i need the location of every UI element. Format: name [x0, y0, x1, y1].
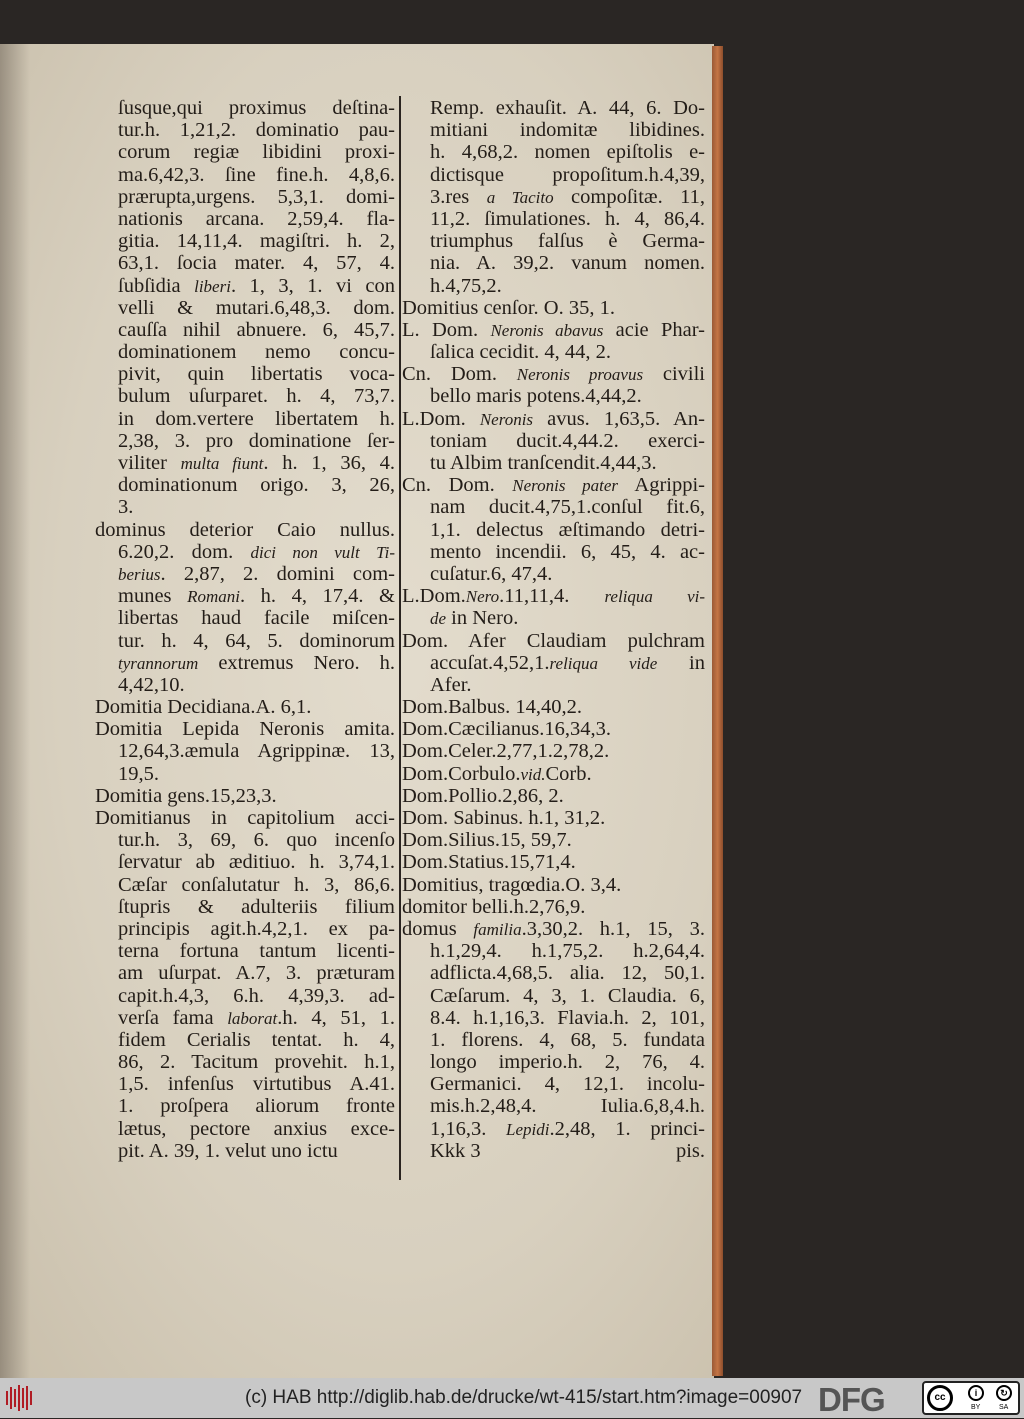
text-segment: Agrippi-: [618, 474, 705, 497]
text-segment: avus. 1,63,5. An-: [533, 407, 706, 430]
text-segment: 3.res: [430, 185, 487, 208]
text-segment: ſervatur ab æditiuo. h. 3,74,1.: [118, 851, 395, 874]
italic-text: vid.: [520, 764, 546, 784]
index-entry-headline: [398, 785, 705, 807]
italic-text: berius: [118, 564, 161, 584]
index-entry-line: [95, 1073, 395, 1095]
index-entry-line: [398, 275, 705, 297]
by-label: BY: [971, 1404, 981, 1411]
index-entry-line: [398, 940, 705, 962]
viewer-footer: [0, 1378, 1024, 1418]
text-segment: pivit, quin libertatis voca-: [118, 363, 395, 386]
index-entry-headline: [95, 718, 395, 740]
index-entry-line: [398, 1051, 705, 1073]
text-segment: acie Phar-: [603, 318, 705, 341]
index-entry-line: [95, 275, 395, 297]
text-segment: . h. 4, 17,4. &: [239, 585, 395, 608]
index-entry-line: [95, 1118, 395, 1140]
text-segment: Dom.Corbulo.: [402, 762, 521, 785]
text-segment: Domitia Decidiana.A. 6,1.: [95, 696, 312, 719]
index-entry-line: [398, 985, 705, 1007]
hab-logo-icon[interactable]: [6, 1384, 32, 1412]
index-entry-line: [398, 186, 705, 208]
text-segment: Domitia gens.15,23,3.: [95, 784, 277, 807]
index-entry-line: [95, 252, 395, 274]
text-segment: in dom.vertere libertatem h.: [118, 407, 395, 430]
index-entry-line: [95, 829, 395, 851]
signature-line: [398, 1140, 705, 1162]
text-segment: principis agit.h.4,2,1. ex pa-: [118, 917, 395, 940]
index-entry-line: [95, 630, 395, 652]
text-segment: L.Dom.: [402, 407, 480, 430]
text-segment: lætus, pectore anxius exce-: [118, 1117, 395, 1140]
index-entry-line: [95, 541, 395, 563]
text-segment: 63,1. ſocia mater. 4, 57, 4.: [118, 252, 395, 275]
text-segment: L.Dom.: [402, 585, 466, 608]
text-segment: Dom.Cæcilianus.16,34,3.: [402, 718, 611, 741]
index-entry-headline: [95, 807, 395, 829]
index-column-right: [398, 97, 705, 1162]
index-entry-line: [95, 363, 395, 385]
italic-text: reliqua vide: [549, 653, 658, 673]
index-entry-line: [398, 97, 705, 119]
index-entry-line: [398, 141, 705, 163]
index-entry-line: [95, 962, 395, 984]
text-segment: .3,30,2. h.1, 15, 3.: [521, 917, 705, 940]
index-entry-headline: [398, 297, 705, 319]
index-entry-line: [398, 452, 705, 474]
text-segment: nia. A. 39,2. vanum nomen.: [430, 252, 705, 275]
text-segment: cuſatur.6, 47,4.: [430, 562, 553, 585]
text-segment: Dom.Celer.2,77,1.2,78,2.: [402, 740, 610, 763]
text-segment: gitia. 14,11,4. magiſtri. h. 2,: [118, 230, 395, 253]
text-segment: fidem Cerialis tentat. h. 4,: [118, 1028, 395, 1051]
italic-text: reliqua vi-: [604, 587, 706, 607]
italic-text: tyrannorum: [118, 653, 199, 673]
text-segment: 6.20,2. dom.: [118, 540, 251, 563]
page-gutter-shadow: [0, 44, 30, 1378]
italic-text: familia: [473, 919, 522, 939]
text-segment: Remp. exhauſit. A. 44, 6. Do-: [430, 97, 705, 119]
dfg-logo[interactable]: DFG: [818, 1381, 885, 1418]
index-entry-line: [95, 563, 395, 585]
index-entry-line: [398, 252, 705, 274]
index-entry-headline: [398, 807, 705, 829]
italic-text: a Tacito: [486, 187, 554, 207]
index-entry-headline: [398, 474, 705, 496]
text-segment: Domitius cenſor. O. 35, 1.: [402, 296, 615, 319]
text-segment: nationis arcana. 2,59,4. fla-: [118, 207, 395, 230]
text-segment: dominationem nemo concu-: [118, 341, 395, 364]
text-segment: .11,11,4.: [499, 585, 605, 608]
index-entry-line: [95, 496, 395, 518]
text-segment: libertas haud facile miſcen-: [118, 607, 395, 630]
index-entry-line: [95, 763, 395, 785]
index-entry-line: [398, 496, 705, 518]
index-entry-headline: [95, 696, 395, 718]
text-segment: Dom.Pollio.2,86, 2.: [402, 784, 564, 807]
text-segment: mitiani indomitæ libidines.: [430, 119, 705, 142]
index-entry-headline: [398, 829, 705, 851]
index-entry-headline: [398, 585, 705, 607]
text-segment: Dom. Afer Claudiam pulchram: [402, 629, 705, 652]
index-entry-headline: [398, 851, 705, 873]
index-entry-line: [95, 652, 395, 674]
text-segment: 1,5. infenſus virtutibus A.41.: [118, 1073, 395, 1096]
page-edge: [712, 46, 723, 1376]
text-segment: 11,2. ſimulationes. h. 4, 86,4.: [430, 207, 705, 230]
index-entry-headline: [398, 740, 705, 762]
text-segment: Domitius, tragœdia.O. 3,4.: [402, 873, 622, 896]
index-entry-headline: [398, 896, 705, 918]
index-entry-line: [95, 474, 395, 496]
index-entry-line: [95, 119, 395, 141]
italic-text: multa fiunt: [180, 454, 264, 473]
index-entry-line: [398, 341, 705, 363]
index-entry-line: [398, 1073, 705, 1095]
text-segment: in Nero.: [446, 607, 519, 630]
text-segment: 2,38, 3. pro dominatione ſer-: [118, 429, 395, 452]
text-segment: Dom.Balbus. 14,40,2.: [402, 696, 582, 719]
text-segment: 12,64,3.æmula Agrippinæ. 13,: [118, 740, 395, 763]
text-segment: Domitianus in capitolium acci-: [95, 807, 395, 829]
index-entry-line: [398, 674, 705, 696]
index-entry-line: [398, 541, 705, 563]
index-entry-line: [95, 940, 395, 962]
by-icon: i: [968, 1385, 984, 1401]
index-entry-headline: [95, 519, 395, 541]
index-entry-line: [95, 97, 395, 119]
index-entry-line: [95, 297, 395, 319]
italic-text: dici non vult Ti-: [250, 542, 395, 562]
text-segment: capit.h.4,3, 6.h. 4,39,3. ad-: [118, 984, 395, 1007]
text-segment: Cn. Dom.: [402, 363, 517, 386]
italic-text: de: [430, 609, 447, 629]
text-segment: tur.h. 1,21,2. dominatio pau-: [118, 119, 395, 142]
italic-text: Neronis pater: [512, 476, 618, 496]
text-segment: tu Albim tranſcendit.4,44,3.: [430, 452, 657, 474]
text-segment: nam ducit.4,75,1.conſul fit.6,: [430, 496, 705, 519]
italic-text: Romani: [187, 587, 240, 607]
text-segment: . 2,87, 2. domini com-: [160, 562, 395, 585]
index-entry-line: [398, 230, 705, 252]
text-segment: tur.h. 3, 69, 6. quo incenſo: [118, 829, 395, 852]
text-segment: h. 4,68,2. nomen epiſtolis e-: [430, 141, 705, 164]
text-segment: adflicta.4,68,5. alia. 12, 50,1.: [430, 962, 705, 985]
index-entry-line: [95, 319, 395, 341]
text-segment: Cæſarum. 4, 3, 1. Claudia. 6,: [430, 984, 705, 1007]
index-entry-line: [95, 141, 395, 163]
text-segment: triumphus falſus è Germa-: [430, 230, 705, 253]
text-segment: longo imperio.h. 2, 76, 4.: [430, 1051, 705, 1074]
index-entry-line: [95, 408, 395, 430]
index-entry-line: [95, 164, 395, 186]
index-entry-line: [95, 851, 395, 873]
index-entry-line: [95, 674, 395, 696]
text-segment: compoſitæ. 11,: [553, 185, 706, 208]
text-segment: accuſat.4,52,1.: [430, 651, 550, 674]
index-entry-line: [398, 430, 705, 452]
text-segment: h.4,75,2.: [430, 274, 502, 297]
text-segment: munes: [118, 585, 188, 608]
text-segment: . 1, 3, 1. vi con: [230, 274, 395, 297]
index-entry-headline: [398, 696, 705, 718]
italic-text: Lepidi: [506, 1119, 550, 1139]
text-segment: dominus deterior Caio nullus.: [95, 518, 395, 541]
text-segment: mento incendii. 6, 45, 4. ac-: [430, 540, 705, 563]
signature-mark: Kkk 3: [430, 1139, 481, 1162]
index-entry-line: [398, 962, 705, 984]
text-segment: . h. 1, 36, 4.: [263, 452, 395, 474]
index-entry-line: [95, 607, 395, 629]
catchword: pis.: [675, 1139, 705, 1162]
text-segment: .h. 4, 51, 1.: [277, 1006, 395, 1029]
italic-text: Neronis abavus: [490, 320, 604, 340]
italic-text: Neronis proavus: [516, 365, 644, 385]
text-segment: Cn. Dom.: [402, 474, 513, 497]
text-segment: Dom. Sabinus. h.1, 31,2.: [402, 807, 606, 829]
index-entry-line: [95, 896, 395, 918]
text-segment: mis.h.2,48,4. Iulia.6,8,4.h.: [430, 1095, 705, 1118]
index-entry-line: [398, 607, 705, 629]
index-entry-line: [95, 452, 395, 474]
text-segment: Germanici. 4, 12,1. incolu-: [430, 1073, 705, 1096]
text-segment: viliter: [118, 452, 181, 474]
text-segment: ſalica cecidit. 4, 44, 2.: [430, 341, 612, 364]
index-entry-line: [398, 119, 705, 141]
index-entry-line: [398, 385, 705, 407]
index-entry-line: [95, 186, 395, 208]
text-segment: 3.: [118, 496, 134, 519]
italic-text: laborat: [227, 1008, 278, 1028]
text-segment: tur. h. 4, 64, 5. dominorum: [118, 629, 395, 652]
text-segment: Dom.Silius.15, 59,7.: [402, 829, 572, 852]
text-segment: terna fortuna tantum licenti-: [118, 940, 395, 963]
index-entry-headline: [398, 763, 705, 785]
text-segment: civili: [643, 363, 705, 386]
index-entry-line: [95, 1051, 395, 1073]
text-segment: bello maris potens.4,44,2.: [430, 385, 642, 408]
cc-icon: cc: [927, 1385, 953, 1411]
text-segment: Dom.Statius.15,71,4.: [402, 851, 576, 874]
index-entry-line: [95, 585, 395, 607]
index-entry-headline: [398, 874, 705, 896]
text-segment: Afer.: [430, 673, 472, 696]
index-entry-line: [398, 1007, 705, 1029]
text-segment: dominationum origo. 3, 26,: [118, 474, 395, 497]
text-segment: velli & mutari.6,48,3. dom.: [118, 296, 395, 319]
index-entry-line: [398, 563, 705, 585]
text-segment: cauſſa nihil abnuere. 6, 45,7.: [118, 318, 395, 341]
index-entry-line: [398, 1118, 705, 1140]
index-entry-line: [398, 1095, 705, 1117]
text-segment: h.1,29,4. h.1,75,2. h.2,64,4.: [430, 940, 705, 963]
text-segment: 4,42,10.: [118, 673, 185, 696]
text-segment: Corb.: [545, 762, 592, 785]
index-entry-headline: [398, 630, 705, 652]
italic-text: Neronis: [479, 409, 534, 429]
cc-license-badge[interactable]: [922, 1381, 1020, 1415]
text-segment: 8.4. h.1,16,3. Flavia.h. 2, 101,: [430, 1006, 705, 1029]
index-entry-line: [398, 208, 705, 230]
sa-icon: ↻: [996, 1385, 1012, 1401]
text-segment: verſa fama: [118, 1006, 228, 1029]
text-segment: domitor belli.h.2,76,9.: [402, 895, 586, 918]
text-segment: domus: [402, 917, 474, 940]
index-entry-headline: [398, 918, 705, 940]
text-segment: 19,5.: [118, 762, 159, 785]
text-segment: 1. proſpera aliorum fronte: [118, 1095, 395, 1118]
text-segment: dictisque propoſitum.h.4,39,: [430, 163, 705, 186]
index-entry-line: [95, 874, 395, 896]
text-segment: 1,16,3.: [430, 1117, 507, 1140]
text-segment: pit. A. 39, 1. velut uno ictu: [118, 1139, 338, 1162]
index-entry-headline: [398, 319, 705, 341]
index-entry-line: [95, 230, 395, 252]
text-segment: .2,48, 1. princi-: [549, 1117, 705, 1140]
text-segment: in: [657, 651, 706, 674]
index-entry-line: [95, 385, 395, 407]
text-segment: 86, 2. Tacitum provehit. h.1,: [118, 1051, 395, 1074]
index-column-left: [95, 97, 395, 1162]
index-entry-line: [95, 208, 395, 230]
text-segment: 1,1. delectus æſtimando detri-: [430, 518, 705, 541]
text-segment: am uſurpat. A.7, 3. præturam: [118, 962, 395, 985]
index-entry-line: [95, 430, 395, 452]
text-segment: 1. florens. 4, 68, 5. fundata: [430, 1028, 705, 1051]
index-entry-line: [95, 1095, 395, 1117]
index-entry-line: [95, 918, 395, 940]
index-entry-line: [95, 1140, 395, 1162]
text-segment: corum regiæ libidini proxi-: [118, 141, 395, 164]
index-entry-line: [95, 740, 395, 762]
text-segment: ma.6,42,3. ſine fine.h. 4,8,6.: [118, 163, 395, 186]
text-segment: Cæſar conſalutatur h. 3, 86,6.: [118, 873, 395, 896]
text-segment: extremus Nero. h.: [198, 651, 395, 674]
text-segment: bulum uſurparet. h. 4, 73,7.: [118, 385, 395, 408]
index-entry-headline: [95, 785, 395, 807]
text-segment: toniam ducit.4,44.2. exerci-: [430, 429, 705, 452]
index-entry-line: [398, 164, 705, 186]
index-entry-line: [398, 519, 705, 541]
text-segment: ſtupris & adulteriis filium: [118, 895, 395, 918]
index-entry-headline: [398, 718, 705, 740]
index-entry-line: [398, 652, 705, 674]
text-segment: ſubſidia: [118, 274, 195, 297]
index-entry-headline: [398, 363, 705, 385]
italic-text: Nero: [465, 587, 500, 607]
index-entry-line: [95, 1007, 395, 1029]
sa-label: SA: [999, 1404, 1009, 1411]
index-entry-line: [95, 341, 395, 363]
text-segment: prærupta,urgens. 5,3,1. domi-: [118, 185, 395, 208]
index-entry-headline: [398, 408, 705, 430]
text-segment: ſusque,qui proximus deſtina-: [118, 97, 395, 119]
index-entry-line: [95, 985, 395, 1007]
text-segment: L. Dom.: [402, 318, 491, 341]
italic-text: liberi: [194, 276, 231, 296]
text-segment: Domitia Lepida Neronis amita.: [95, 718, 395, 741]
index-entry-line: [398, 1029, 705, 1051]
index-entry-line: [95, 1029, 395, 1051]
copyright-link[interactable]: (c) HAB http://diglib.hab.de/drucke/wt-415/start.htm?image=00907: [245, 1387, 803, 1408]
